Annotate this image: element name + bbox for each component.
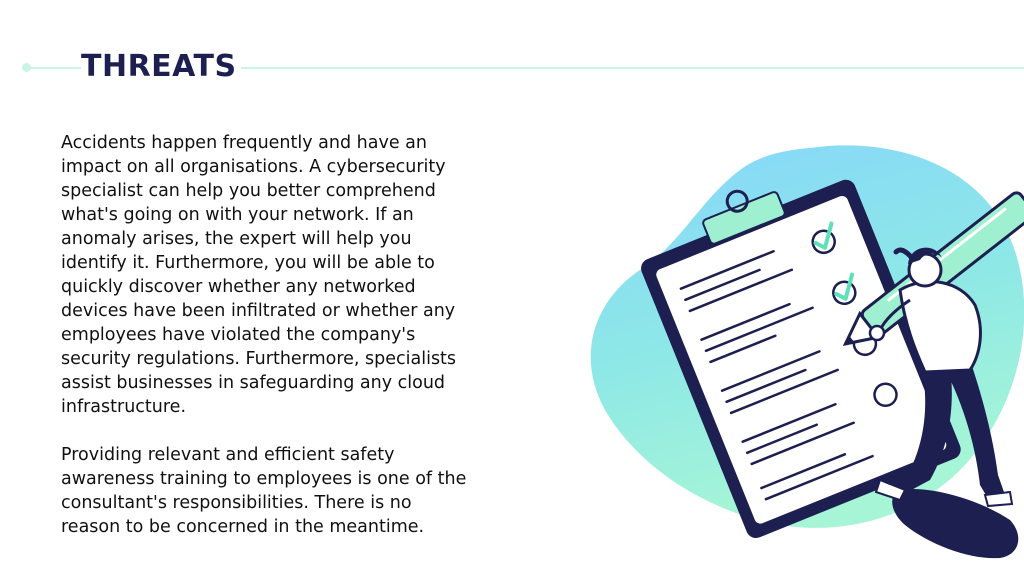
paragraph-2: Providing relevant and efficient safety awareness training to employees is one of the consultant's responsibilities. There is no reason to be concerned in the meantime.: [61, 445, 467, 537]
body-text: [61, 131, 471, 563]
paragraph-1: Accidents happen frequently and have an impact on all organisations. A cybersecurity specialist can help you better comprehend what's going on with your network. If an anomaly arises, the expert will help you identify it. Furthermore, you will be able to quickly discover whether any networked devices have been infiltrated or whether any employees have violated the company's security regulations. Furthermore, specialists assist businesses in safeguarding any cloud infrastructure.: [61, 133, 457, 417]
checklist-illustration: [580, 140, 1024, 560]
page-title: THREATS: [81, 46, 241, 88]
header-accent-dot: [22, 63, 31, 72]
